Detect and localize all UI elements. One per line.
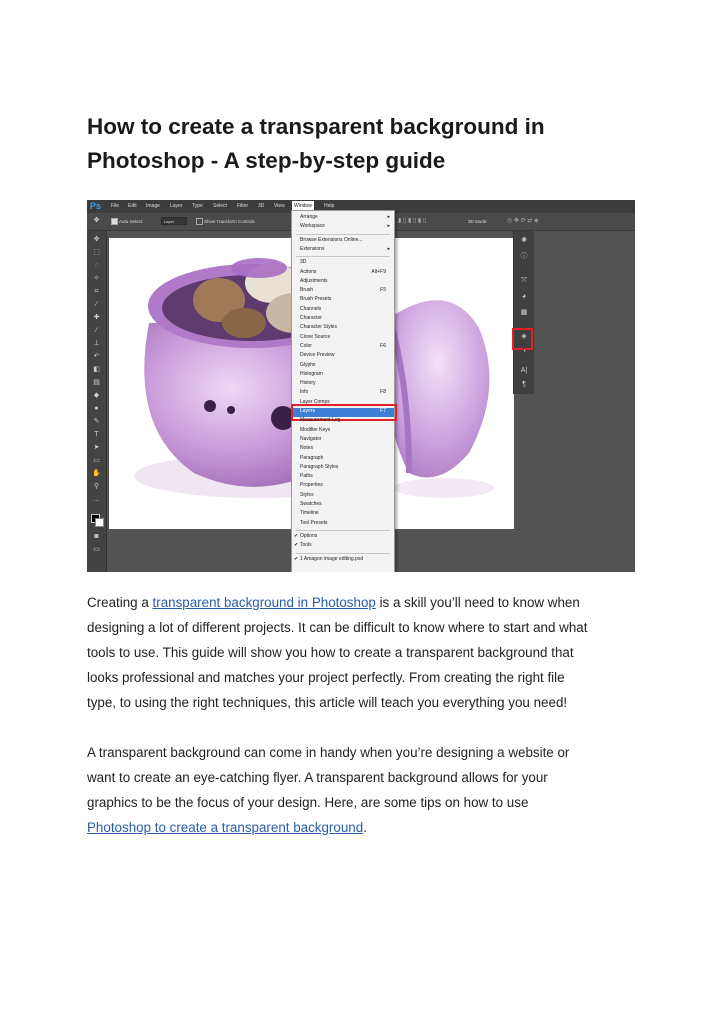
type-icon[interactable]: T: [94, 431, 99, 438]
right-panel-strip: [513, 231, 534, 394]
history-brush-icon[interactable]: ↶: [93, 353, 100, 360]
window-menu-item-paragraph[interactable]: [292, 455, 394, 464]
window-menu-item-layer-comps[interactable]: [292, 399, 394, 408]
character-icon[interactable]: A|: [520, 367, 528, 374]
window-menu-item-character[interactable]: [292, 315, 394, 324]
menu-item-label: Workspace: [300, 223, 325, 230]
menu-edit[interactable]: Edit: [128, 203, 137, 209]
paragraph-icon[interactable]: ¶: [522, 381, 526, 388]
window-menu-item-clone-source[interactable]: [292, 334, 394, 343]
move-tool-icon[interactable]: ✥: [93, 217, 100, 224]
window-menu-item-properties[interactable]: [292, 482, 394, 491]
crop-icon[interactable]: ⌗: [94, 288, 99, 295]
article-title: [87, 110, 647, 178]
info-icon[interactable]: ⓘ: [520, 253, 528, 260]
transform-label: Show Transform Controls: [204, 219, 255, 224]
menu-item-label: Info: [300, 389, 309, 396]
window-menu-item-adjustments[interactable]: [292, 278, 394, 287]
window-menu-item-glyphs[interactable]: [292, 362, 394, 371]
para1-line5: type, to using the right techniques, this article will teach you everything you need!: [87, 695, 568, 710]
brush-icon[interactable]: ∕: [95, 327, 98, 334]
title-line-1: How to create a transparent background in: [87, 114, 545, 139]
align-icons[interactable]: ▮ ▯ ▮ ▯ ▮ ▯: [398, 218, 427, 224]
menu-item-label: Browse Extensions Online...: [300, 236, 363, 243]
para2-line3: graphics to be the focus of your design. Here, are some tips on how to use: [87, 795, 529, 810]
menu-item-label: Tool Presets: [300, 519, 328, 526]
menu-view[interactable]: View: [274, 203, 285, 209]
menu-item-label: Histogram: [300, 370, 323, 377]
menu-item-label: Brush: [300, 287, 314, 294]
auto-select-checkbox[interactable]: [111, 218, 118, 225]
menu-item-shortcut: F6: [380, 342, 386, 349]
menu-help[interactable]: Help: [324, 203, 335, 209]
window-menu-item-notes[interactable]: [292, 445, 394, 454]
menu-item-shortcut: F7: [380, 408, 386, 414]
color-palette-icon[interactable]: ◕: [521, 293, 527, 300]
para2-line2: want to create an eye-catching flyer. A transparent background allows for your: [87, 770, 548, 785]
menu-file[interactable]: File: [111, 203, 120, 209]
pen-icon[interactable]: ✎: [93, 418, 100, 425]
window-menu-item-layers[interactable]: [292, 408, 394, 417]
window-menu-item-device-preview[interactable]: [292, 352, 394, 361]
paragraph-1: [87, 590, 647, 715]
window-menu-item-workspace[interactable]: [292, 223, 394, 232]
menu-type[interactable]: Type: [192, 203, 203, 209]
window-menu-item-measurement-log[interactable]: [292, 417, 394, 426]
menu-item-label: 1 Amagon image editing.psd: [300, 555, 364, 562]
window-menu-item-extensions[interactable]: [292, 246, 394, 255]
menu-item-label: Actions: [300, 268, 317, 275]
menu-item-label: Notes: [300, 445, 314, 452]
window-menu-item-navigator[interactable]: [292, 436, 394, 445]
shape-icon[interactable]: ▭: [93, 457, 100, 464]
dodge-icon[interactable]: ●: [94, 405, 99, 412]
window-menu-item-timeline[interactable]: [292, 510, 394, 519]
window-menu-item-history[interactable]: [292, 380, 394, 389]
window-menu-item-tool-presets[interactable]: [292, 520, 394, 529]
para1-post: is a skill you’ll need to know when: [375, 595, 580, 610]
screen-mode-icon[interactable]: ▭: [93, 546, 100, 553]
menu-item-label: Properties: [300, 482, 323, 489]
window-menu-item-paragraph-styles[interactable]: [292, 464, 394, 473]
menu-image[interactable]: Image: [146, 203, 160, 209]
swatches-grid-icon[interactable]: ▦: [520, 309, 528, 316]
menu-item-label: Paragraph: [300, 454, 324, 461]
menu-item-label: Glyphs: [300, 361, 316, 368]
checkmark-icon: ✔: [294, 555, 299, 562]
menu-window[interactable]: Window: [292, 201, 314, 212]
hand-icon[interactable]: ✋: [92, 470, 101, 477]
para1-line3: tools to use. This guide will show you how to create a transparent background that: [87, 645, 574, 660]
transform-checkbox[interactable]: [196, 218, 203, 225]
link-transparent-background[interactable]: transparent background in Photoshop: [152, 595, 376, 610]
menu-item-label: Device Preview: [300, 352, 335, 359]
lasso-icon[interactable]: ◌: [94, 262, 99, 269]
window-menu-item-color[interactable]: [292, 343, 394, 352]
menu-separator: [296, 256, 390, 257]
layer-select[interactable]: Layer: [161, 217, 187, 225]
gradient-icon[interactable]: ▤: [93, 379, 100, 386]
mode-label: 3D Mode:: [468, 219, 488, 224]
checkmark-icon: ✔: [294, 542, 299, 549]
window-menu-item-info[interactable]: [292, 389, 394, 398]
menu-item-label: Navigator: [300, 435, 322, 442]
ps-toolbox: [87, 231, 107, 572]
channels-icon[interactable]: ◑: [521, 347, 527, 354]
quick-mask-icon[interactable]: ◙: [94, 533, 99, 540]
menu-item-shortcut: Alt+F9: [371, 268, 386, 275]
light-icon[interactable]: ✺: [521, 237, 527, 244]
menu-separator: [296, 530, 390, 531]
para2-line1: A transparent background can come in handy when you’re designing a website or: [87, 745, 570, 760]
window-menu-item-paths[interactable]: [292, 473, 394, 482]
menu-item-shortcut: F8: [380, 389, 386, 396]
ps-logo: Ps: [90, 201, 102, 211]
window-menu-item-channels[interactable]: [292, 306, 394, 315]
photoshop-screenshot: [87, 200, 635, 572]
menu-filter[interactable]: Filter: [237, 203, 249, 209]
menu-item-label: Adjustments: [300, 277, 328, 284]
menu-item-label: Character Styles: [300, 324, 337, 331]
eraser-icon[interactable]: ◧: [93, 366, 100, 373]
window-menu-item-styles[interactable]: [292, 492, 394, 501]
window-menu-item-3d[interactable]: [292, 259, 394, 268]
window-dropdown-menu: [291, 210, 395, 572]
menu-item-shortcut: F5: [380, 287, 386, 294]
window-menu-item-arrange[interactable]: [292, 214, 394, 223]
link-photoshop-transparent[interactable]: Photoshop to create a transparent background: [87, 820, 364, 835]
menu-item-label: Color: [300, 342, 312, 349]
menu-item-label: Brush Presets: [300, 296, 332, 303]
window-menu-item-swatches[interactable]: [292, 501, 394, 510]
window-menu-item-actions[interactable]: [292, 269, 394, 278]
auto-select-label: Auto-Select:: [119, 219, 144, 224]
healing-icon[interactable]: ✚: [93, 314, 100, 321]
3d-panel-icon[interactable]: ⤧: [521, 277, 527, 284]
menu-item-label: Layers: [300, 408, 316, 414]
window-menu-item-brush[interactable]: [292, 287, 394, 296]
checkmark-icon: ✔: [294, 532, 299, 539]
stamp-icon[interactable]: ⊥: [93, 340, 100, 347]
window-menu-item-brush-presets[interactable]: [292, 296, 394, 305]
menu-item-label: Character: [300, 315, 322, 321]
para2-post: .: [363, 820, 367, 835]
window-menu-item-browse-extensions-online[interactable]: [292, 237, 394, 246]
blur-icon[interactable]: ◆: [93, 392, 100, 399]
move-icon[interactable]: ✥: [93, 236, 100, 243]
menu-item-label: Channels: [300, 305, 322, 312]
magic-wand-icon[interactable]: ✧: [93, 275, 100, 282]
marquee-icon[interactable]: ⬚: [93, 249, 100, 256]
menu-item-label: Options: [300, 532, 318, 539]
menu-separator: [296, 553, 390, 554]
menu-3d[interactable]: 3D: [258, 203, 265, 209]
para2-line4: [87, 815, 647, 840]
path-select-icon[interactable]: ➤: [93, 444, 100, 451]
menu-item-label: Styles: [300, 491, 314, 498]
menu-item-label: Timeline: [300, 510, 319, 517]
3d-mode-icons[interactable]: ◎ ✥ ⟳ ⇄ ◈: [507, 218, 539, 224]
menu-select[interactable]: Select: [213, 203, 227, 209]
window-menu-item-tools[interactable]: [292, 542, 394, 551]
menu-item-label: Layer Comps: [300, 398, 330, 405]
layers-panel-highlight-box: [512, 328, 533, 350]
window-menu-item-1-amagon-image-editing-psd[interactable]: [292, 556, 394, 565]
menu-item-label: Tools: [300, 542, 312, 549]
submenu-arrow-icon: ▸: [387, 223, 390, 230]
menu-layer[interactable]: Layer: [170, 203, 183, 209]
window-menu-item-modifier-keys[interactable]: [292, 427, 394, 436]
paragraph-2: [87, 740, 647, 840]
para1-line4: looks professional and matches your project perfectly. From creating the right file: [87, 670, 565, 685]
submenu-arrow-icon: ▸: [387, 214, 390, 220]
menu-item-label: 3D: [300, 259, 307, 266]
window-menu-item-histogram[interactable]: [292, 371, 394, 380]
menu-item-label: Measurement Log: [300, 417, 341, 424]
window-menu-item-options[interactable]: [292, 533, 394, 542]
submenu-arrow-icon: ▸: [387, 245, 390, 252]
menu-item-label: Arrange: [300, 214, 318, 220]
para1-pre: Creating a: [87, 595, 153, 610]
window-menu-item-character-styles[interactable]: [292, 324, 394, 333]
menu-item-label: Extensions: [300, 245, 325, 252]
menu-item-label: History: [300, 380, 316, 387]
menu-item-label: Swatches: [300, 501, 322, 507]
menu-item-label: Paragraph Styles: [300, 463, 339, 470]
menu-item-label: Paths: [300, 473, 313, 480]
more-icon[interactable]: …: [93, 496, 100, 503]
zoom-icon[interactable]: ⚲: [93, 483, 100, 490]
background-color-swatch[interactable]: [95, 518, 104, 527]
menu-separator: [296, 234, 390, 235]
eyedropper-icon[interactable]: ⁄: [95, 301, 98, 308]
para1-line1: [87, 590, 647, 615]
title-line-2: Photoshop - A step-by-step guide: [87, 148, 446, 173]
para1-line2: designing a lot of different projects. It can be difficult to know where to start and what: [87, 620, 588, 635]
menu-item-label: Modifier Keys: [300, 426, 331, 433]
layers-icon[interactable]: ◈: [521, 333, 527, 340]
menu-item-label: Clone Source: [300, 333, 331, 340]
